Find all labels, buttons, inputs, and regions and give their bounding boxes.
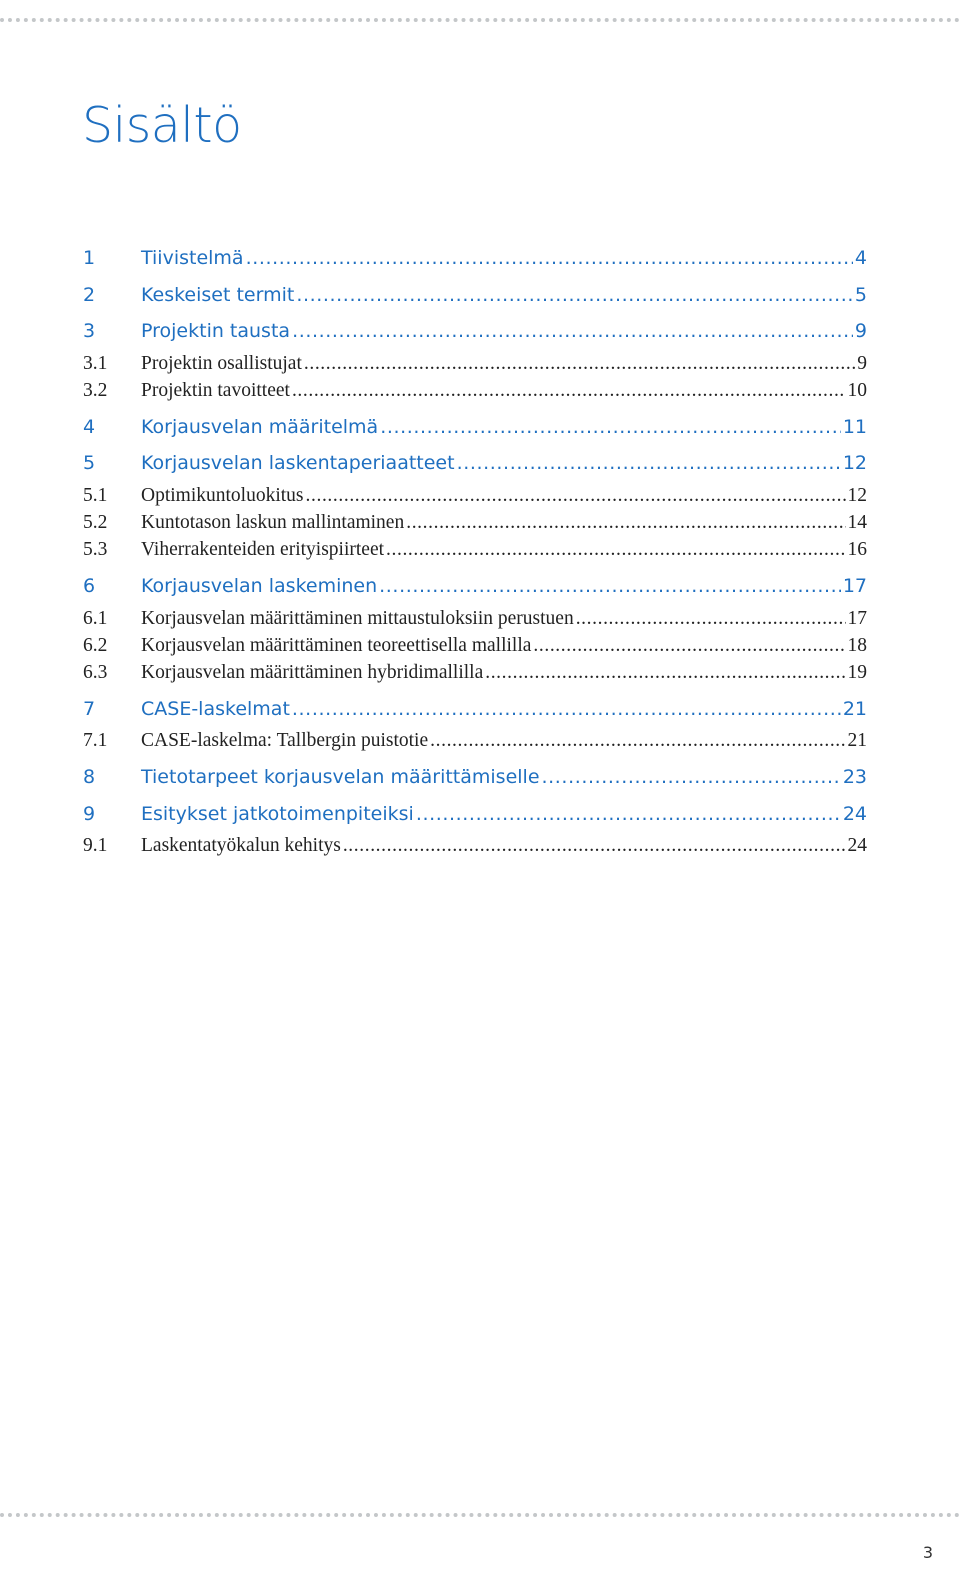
toc-label: Kuntotason laskun mallintaminen [141, 511, 405, 533]
toc-page: 23 [842, 766, 867, 789]
toc-label: Korjausvelan laskentaperiaatteet [141, 452, 455, 475]
toc-page: 21 [847, 730, 867, 752]
dot-leader [406, 509, 845, 536]
toc-number: 8 [83, 766, 96, 789]
toc-entry[interactable] [83, 409, 867, 446]
toc-label: Projektin tausta [141, 320, 291, 343]
dot-leader [533, 632, 845, 659]
toc-entry[interactable] [83, 632, 867, 659]
toc-entry[interactable] [83, 240, 867, 277]
toc-label: Esitykset jatkotoimenpiteiksi [141, 802, 414, 825]
dot-leader [343, 832, 846, 859]
toc-label: Optimikuntoluokitus [141, 484, 304, 506]
dot-leader [416, 796, 841, 833]
toc-entry[interactable] [83, 536, 867, 563]
dot-leader [306, 482, 846, 509]
toc-number: 5.2 [83, 511, 108, 533]
toc-page: 16 [847, 538, 867, 560]
dot-leader [246, 240, 853, 277]
dot-leader [576, 605, 846, 632]
dot-leader [379, 568, 841, 605]
toc-number: 7.1 [83, 730, 108, 752]
table-of-contents [83, 240, 867, 859]
toc-number: 9 [83, 802, 96, 825]
toc-page: 11 [842, 415, 867, 438]
toc-page: 12 [847, 484, 867, 506]
toc-entry[interactable] [83, 727, 867, 754]
toc-page: 10 [847, 379, 867, 401]
toc-page: 4 [854, 247, 867, 269]
dot-leader [292, 691, 841, 728]
toc-entry[interactable] [83, 759, 867, 796]
toc-entry[interactable] [83, 377, 867, 404]
toc-label: Korjausvelan määrittäminen teoreettisella mallilla [141, 634, 532, 656]
toc-number: 5.1 [83, 484, 108, 506]
toc-number: 6.3 [83, 661, 108, 683]
dot-leader [380, 409, 841, 446]
dot-leader [386, 536, 845, 563]
toc-number: 6.1 [83, 607, 108, 629]
toc-number: 2 [83, 283, 96, 306]
toc-entry[interactable] [83, 832, 867, 859]
toc-label: Viherrakenteiden erityispiirteet [141, 538, 385, 560]
top-dotted-rule [0, 18, 960, 22]
toc-number: 5.3 [83, 538, 108, 560]
dot-leader [296, 277, 853, 314]
toc-page: 14 [847, 511, 867, 533]
toc-page: 9 [857, 352, 867, 374]
toc-entry[interactable] [83, 313, 867, 350]
toc-entry[interactable] [83, 482, 867, 509]
toc-page: 24 [842, 802, 867, 825]
toc-entry[interactable] [83, 605, 867, 632]
dot-leader [430, 727, 845, 754]
toc-page: 5 [854, 283, 867, 306]
toc-label: Korjausvelan määrittäminen mittaustuloksiin perustuen [141, 607, 574, 629]
toc-label: Korjausvelan määrittäminen hybridimallilla [141, 661, 484, 683]
toc-number: 3.2 [83, 379, 108, 401]
toc-entry[interactable] [83, 277, 867, 314]
dot-leader [292, 313, 853, 350]
toc-number: 4 [83, 415, 96, 438]
toc-entry[interactable] [83, 568, 867, 605]
toc-label: Korjausvelan laskeminen [141, 574, 378, 597]
dot-leader [457, 445, 841, 482]
toc-page: 17 [842, 574, 867, 597]
dot-leader [485, 659, 845, 686]
page-number: 3 [922, 1543, 933, 1562]
toc-entry[interactable] [83, 691, 867, 728]
toc-page: 9 [854, 320, 867, 343]
toc-number: 6 [83, 574, 96, 597]
toc-label: Tiivistelmä [141, 247, 244, 269]
toc-page: 17 [847, 607, 867, 629]
toc-page: 24 [847, 835, 867, 857]
toc-label: Tietotarpeet korjausvelan määrittämiselle [141, 766, 540, 789]
toc-label: Projektin tavoitteet [141, 379, 290, 401]
toc-label: Korjausvelan määritelmä [141, 415, 379, 438]
toc-number: 1 [83, 247, 96, 269]
toc-page: 12 [842, 452, 867, 475]
toc-page: 18 [847, 634, 867, 656]
toc-entry[interactable] [83, 659, 867, 686]
toc-label: CASE-laskelmat [141, 697, 290, 720]
toc-number: 7 [83, 697, 96, 720]
toc-page: 21 [842, 697, 867, 720]
bottom-dotted-rule [0, 1513, 960, 1517]
toc-entry[interactable] [83, 796, 867, 833]
toc-page: 19 [847, 661, 867, 683]
toc-entry[interactable] [83, 445, 867, 482]
toc-number: 3.1 [83, 352, 108, 374]
dot-leader [304, 350, 855, 377]
toc-number: 5 [83, 452, 96, 475]
toc-number: 3 [83, 320, 96, 343]
page-title: Sisältö [82, 97, 242, 154]
toc-number: 6.2 [83, 634, 108, 656]
toc-label: Projektin osallistujat [141, 352, 302, 374]
toc-number: 9.1 [83, 835, 108, 857]
dot-leader [292, 377, 846, 404]
toc-entry[interactable] [83, 509, 867, 536]
toc-label: Keskeiset termit [141, 283, 295, 306]
toc-entry[interactable] [83, 350, 867, 377]
toc-label: Laskentatyökalun kehitys [141, 835, 341, 857]
toc-label: CASE-laskelma: Tallbergin puistotie [141, 730, 429, 752]
dot-leader [542, 759, 841, 796]
